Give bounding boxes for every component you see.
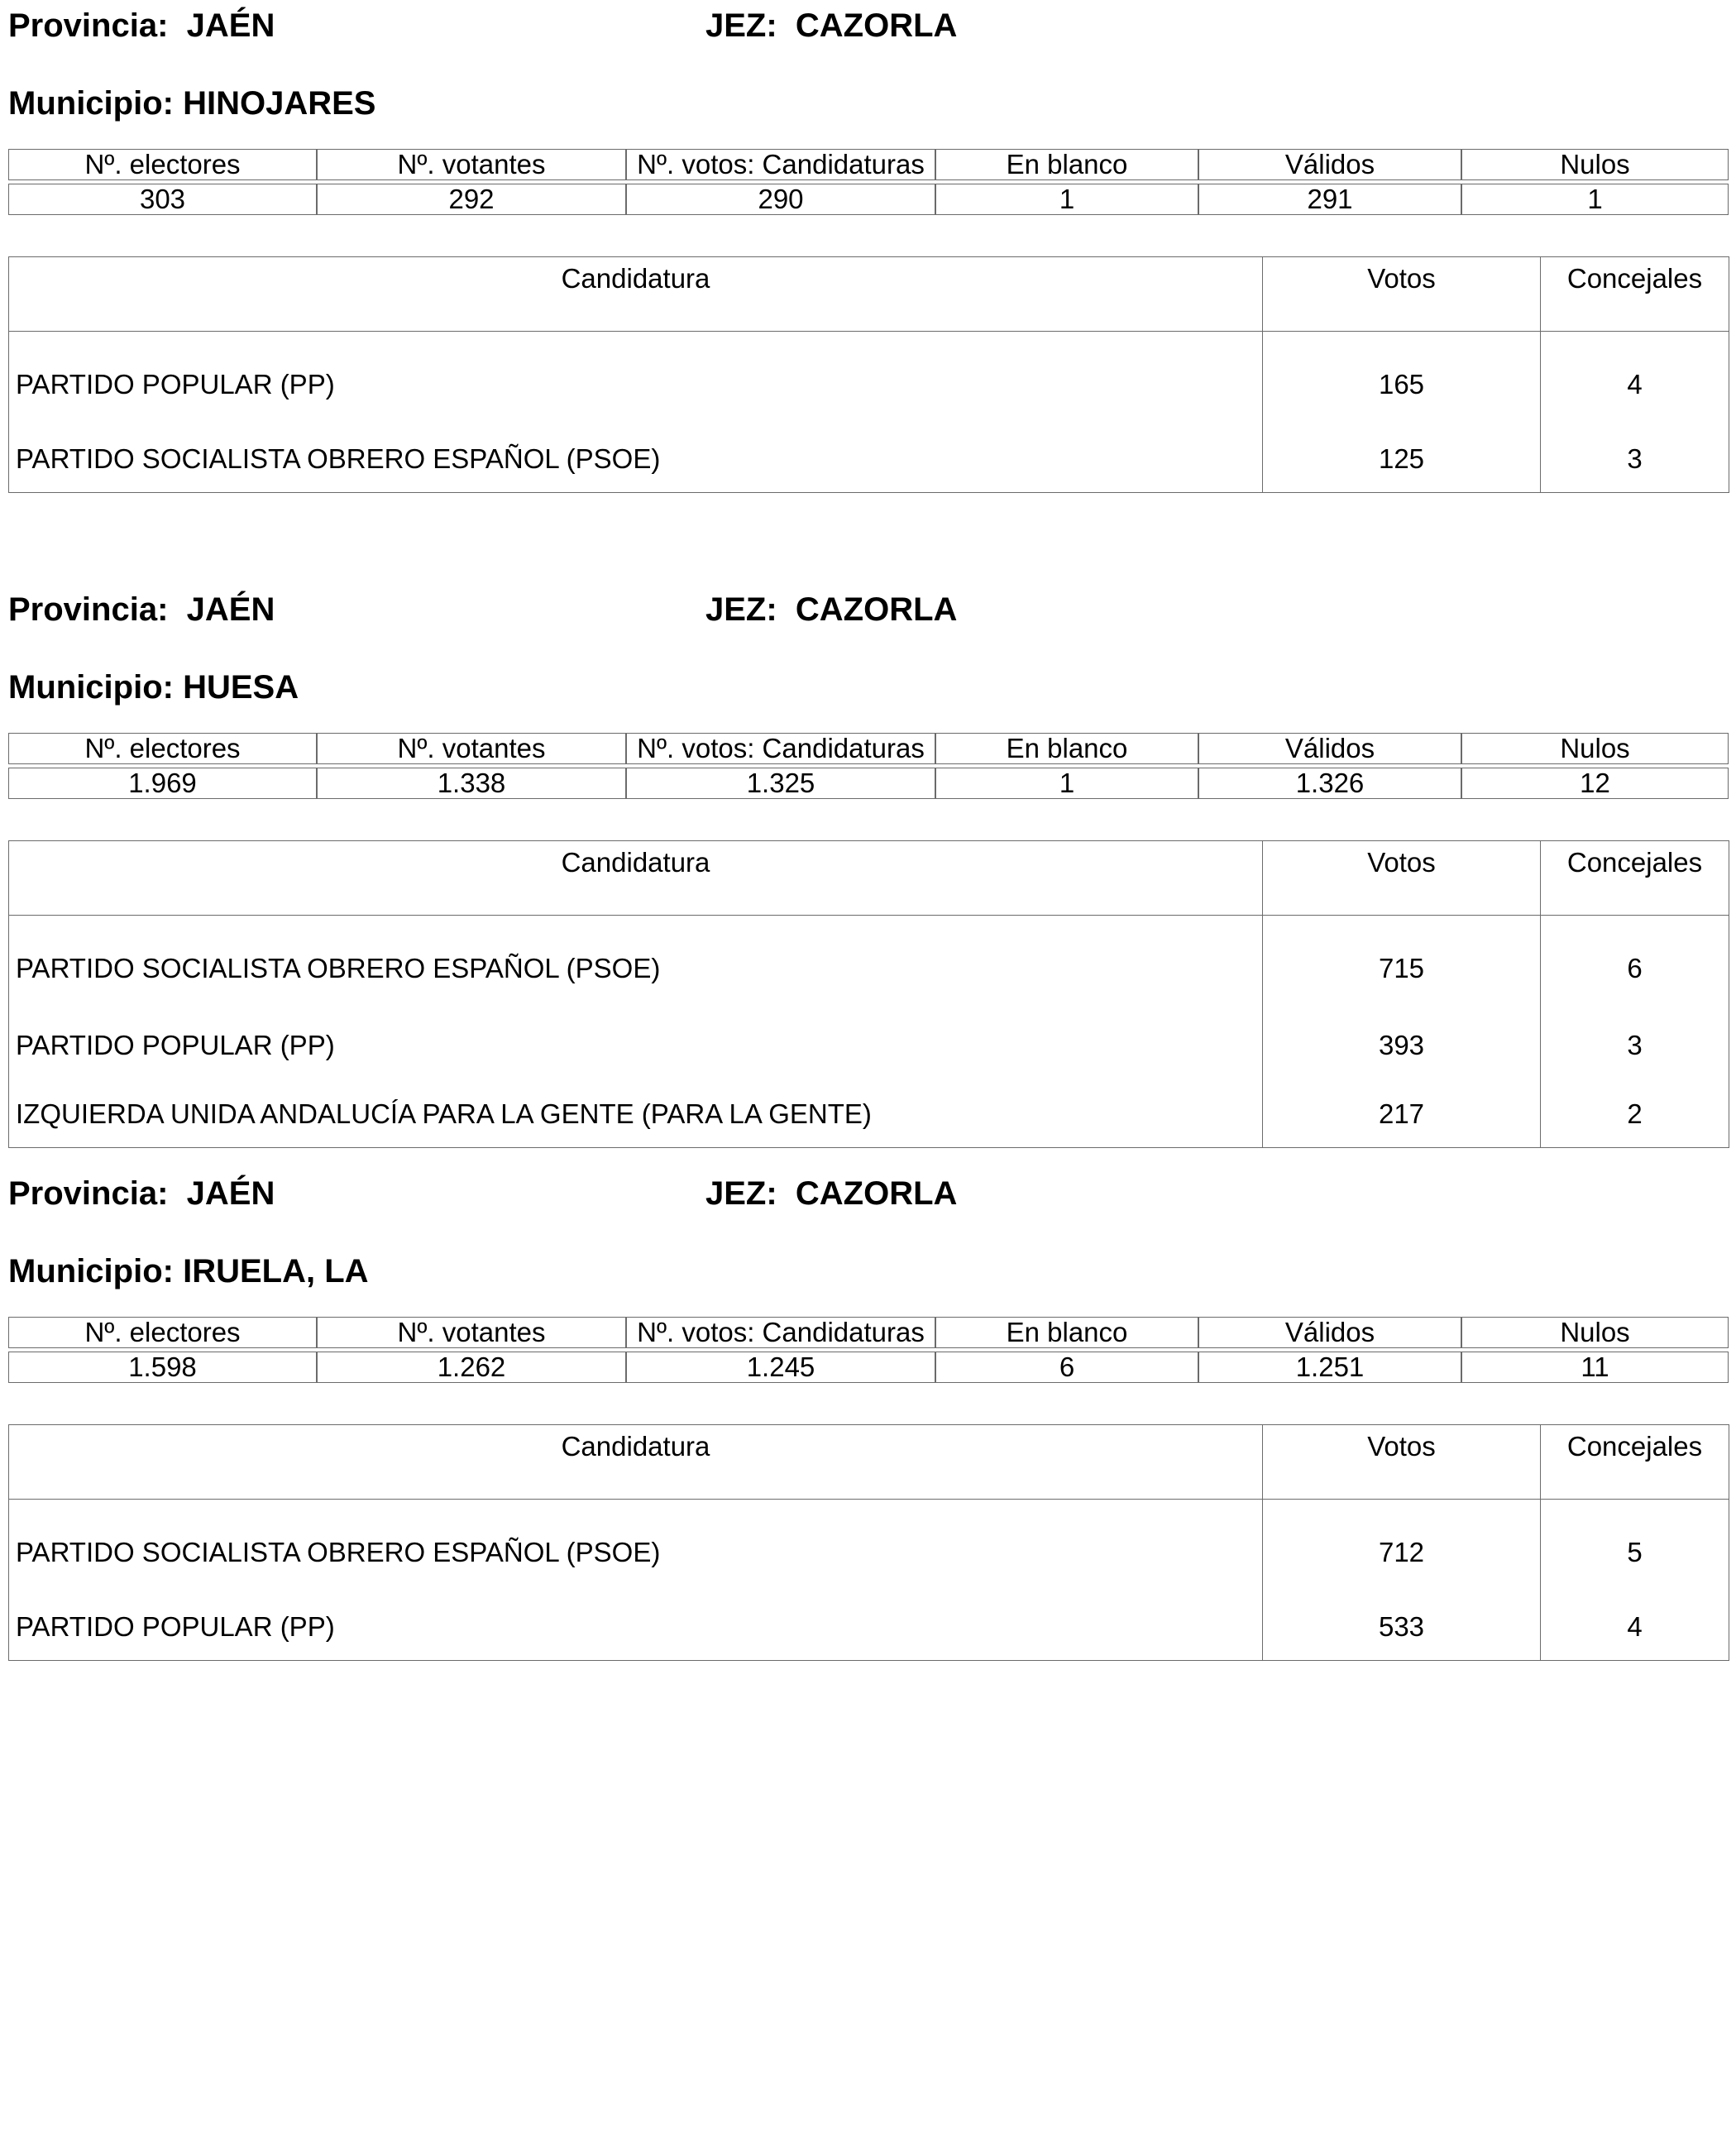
header-concejales: Concejales xyxy=(1541,841,1729,916)
candidaturas-table xyxy=(8,1424,1729,1661)
stats-header-votantes: Nº. votantes xyxy=(317,149,626,180)
candidate-name: PARTIDO POPULAR (PP) xyxy=(9,1594,1263,1661)
stats-header-electores: Nº. electores xyxy=(8,733,317,764)
table-row xyxy=(9,1500,1729,1595)
stats-value-nulos: 11 xyxy=(1461,1352,1729,1383)
stats-header-row xyxy=(8,149,1729,180)
candidate-votos: 715 xyxy=(1263,916,1541,1011)
table-row xyxy=(9,426,1729,493)
candidate-concejales: 5 xyxy=(1541,1500,1729,1595)
stats-header-row xyxy=(8,733,1729,764)
candidaturas-header-row xyxy=(9,257,1729,332)
jez-heading: JEZ: CAZORLA xyxy=(705,591,958,628)
candidate-name: PARTIDO SOCIALISTA OBRERO ESPAÑOL (PSOE) xyxy=(9,1500,1263,1595)
header-concejales: Concejales xyxy=(1541,257,1729,332)
stats-value-nulos: 12 xyxy=(1461,768,1729,799)
stats-header-validos: Válidos xyxy=(1198,1317,1461,1348)
stats-value-electores: 303 xyxy=(8,184,317,215)
candidaturas-table xyxy=(8,256,1729,493)
jez-heading: JEZ: CAZORLA xyxy=(705,1175,958,1212)
stats-header-en-blanco: En blanco xyxy=(935,1317,1198,1348)
candidate-name: PARTIDO POPULAR (PP) xyxy=(9,1010,1263,1081)
header-votos: Votos xyxy=(1263,257,1541,332)
stats-value-votantes: 1.262 xyxy=(317,1352,626,1383)
stats-table xyxy=(8,149,1729,215)
candidate-name: PARTIDO SOCIALISTA OBRERO ESPAÑOL (PSOE) xyxy=(9,916,1263,1011)
candidate-votos: 217 xyxy=(1263,1081,1541,1148)
stats-header-nulos: Nulos xyxy=(1461,149,1729,180)
table-row xyxy=(9,1081,1729,1148)
stats-header-votos-candidaturas: Nº. votos: Candidaturas xyxy=(626,733,935,764)
stats-header-electores: Nº. electores xyxy=(8,149,317,180)
stats-header-validos: Válidos xyxy=(1198,149,1461,180)
stats-header-nulos: Nulos xyxy=(1461,1317,1729,1348)
header-candidatura: Candidatura xyxy=(9,1425,1263,1500)
header-candidatura: Candidatura xyxy=(9,257,1263,332)
header-votos: Votos xyxy=(1263,1425,1541,1500)
candidate-votos: 712 xyxy=(1263,1500,1541,1595)
stats-header-votos-candidaturas: Nº. votos: Candidaturas xyxy=(626,149,935,180)
stats-value-nulos: 1 xyxy=(1461,184,1729,215)
table-row xyxy=(9,332,1729,427)
stats-value-votos-candidaturas: 1.325 xyxy=(626,768,935,799)
header-votos: Votos xyxy=(1263,841,1541,916)
candidate-name: IZQUIERDA UNIDA ANDALUCÍA PARA LA GENTE (PARA LA GENTE) xyxy=(9,1081,1263,1148)
municipio-heading: Municipio: IRUELA, LA xyxy=(8,1253,369,1289)
stats-value-validos: 291 xyxy=(1198,184,1461,215)
stats-header-en-blanco: En blanco xyxy=(935,733,1198,764)
provincia-heading: Provincia: JAÉN xyxy=(8,7,275,44)
stats-value-votos-candidaturas: 290 xyxy=(626,184,935,215)
stats-header-validos: Válidos xyxy=(1198,733,1461,764)
stats-value-votos-candidaturas: 1.245 xyxy=(626,1352,935,1383)
municipio-heading: Municipio: HUESA xyxy=(8,669,299,706)
candidaturas-header-row xyxy=(9,841,1729,916)
header-candidatura: Candidatura xyxy=(9,841,1263,916)
stats-value-electores: 1.969 xyxy=(8,768,317,799)
stats-header-electores: Nº. electores xyxy=(8,1317,317,1348)
candidate-votos: 393 xyxy=(1263,1010,1541,1081)
candidate-concejales: 2 xyxy=(1541,1081,1729,1148)
candidate-name: PARTIDO SOCIALISTA OBRERO ESPAÑOL (PSOE) xyxy=(9,426,1263,493)
table-row xyxy=(9,1010,1729,1081)
provincia-heading: Provincia: JAÉN xyxy=(8,591,275,628)
candidaturas-table xyxy=(8,840,1729,1148)
stats-value-row xyxy=(8,768,1729,799)
municipio-heading: Municipio: HINOJARES xyxy=(8,85,376,122)
stats-value-votantes: 1.338 xyxy=(317,768,626,799)
header-concejales: Concejales xyxy=(1541,1425,1729,1500)
candidate-concejales: 4 xyxy=(1541,332,1729,427)
candidate-votos: 533 xyxy=(1263,1594,1541,1661)
stats-value-row xyxy=(8,184,1729,215)
candidaturas-header-row xyxy=(9,1425,1729,1500)
candidate-concejales: 4 xyxy=(1541,1594,1729,1661)
stats-header-nulos: Nulos xyxy=(1461,733,1729,764)
stats-header-votantes: Nº. votantes xyxy=(317,1317,626,1348)
stats-table xyxy=(8,1317,1729,1383)
provincia-heading: Provincia: JAÉN xyxy=(8,1175,275,1212)
stats-value-en-blanco: 6 xyxy=(935,1352,1198,1383)
stats-value-en-blanco: 1 xyxy=(935,184,1198,215)
stats-header-row xyxy=(8,1317,1729,1348)
table-row xyxy=(9,916,1729,1011)
stats-value-votantes: 292 xyxy=(317,184,626,215)
candidate-concejales: 3 xyxy=(1541,426,1729,493)
candidate-concejales: 3 xyxy=(1541,1010,1729,1081)
stats-value-validos: 1.326 xyxy=(1198,768,1461,799)
stats-header-en-blanco: En blanco xyxy=(935,149,1198,180)
candidate-concejales: 6 xyxy=(1541,916,1729,1011)
stats-value-validos: 1.251 xyxy=(1198,1352,1461,1383)
candidate-votos: 165 xyxy=(1263,332,1541,427)
table-row xyxy=(9,1594,1729,1661)
stats-value-en-blanco: 1 xyxy=(935,768,1198,799)
jez-heading: JEZ: CAZORLA xyxy=(705,7,958,44)
stats-header-votos-candidaturas: Nº. votos: Candidaturas xyxy=(626,1317,935,1348)
stats-value-row xyxy=(8,1352,1729,1383)
stats-header-votantes: Nº. votantes xyxy=(317,733,626,764)
stats-value-electores: 1.598 xyxy=(8,1352,317,1383)
candidate-votos: 125 xyxy=(1263,426,1541,493)
candidate-name: PARTIDO POPULAR (PP) xyxy=(9,332,1263,427)
stats-table xyxy=(8,733,1729,799)
